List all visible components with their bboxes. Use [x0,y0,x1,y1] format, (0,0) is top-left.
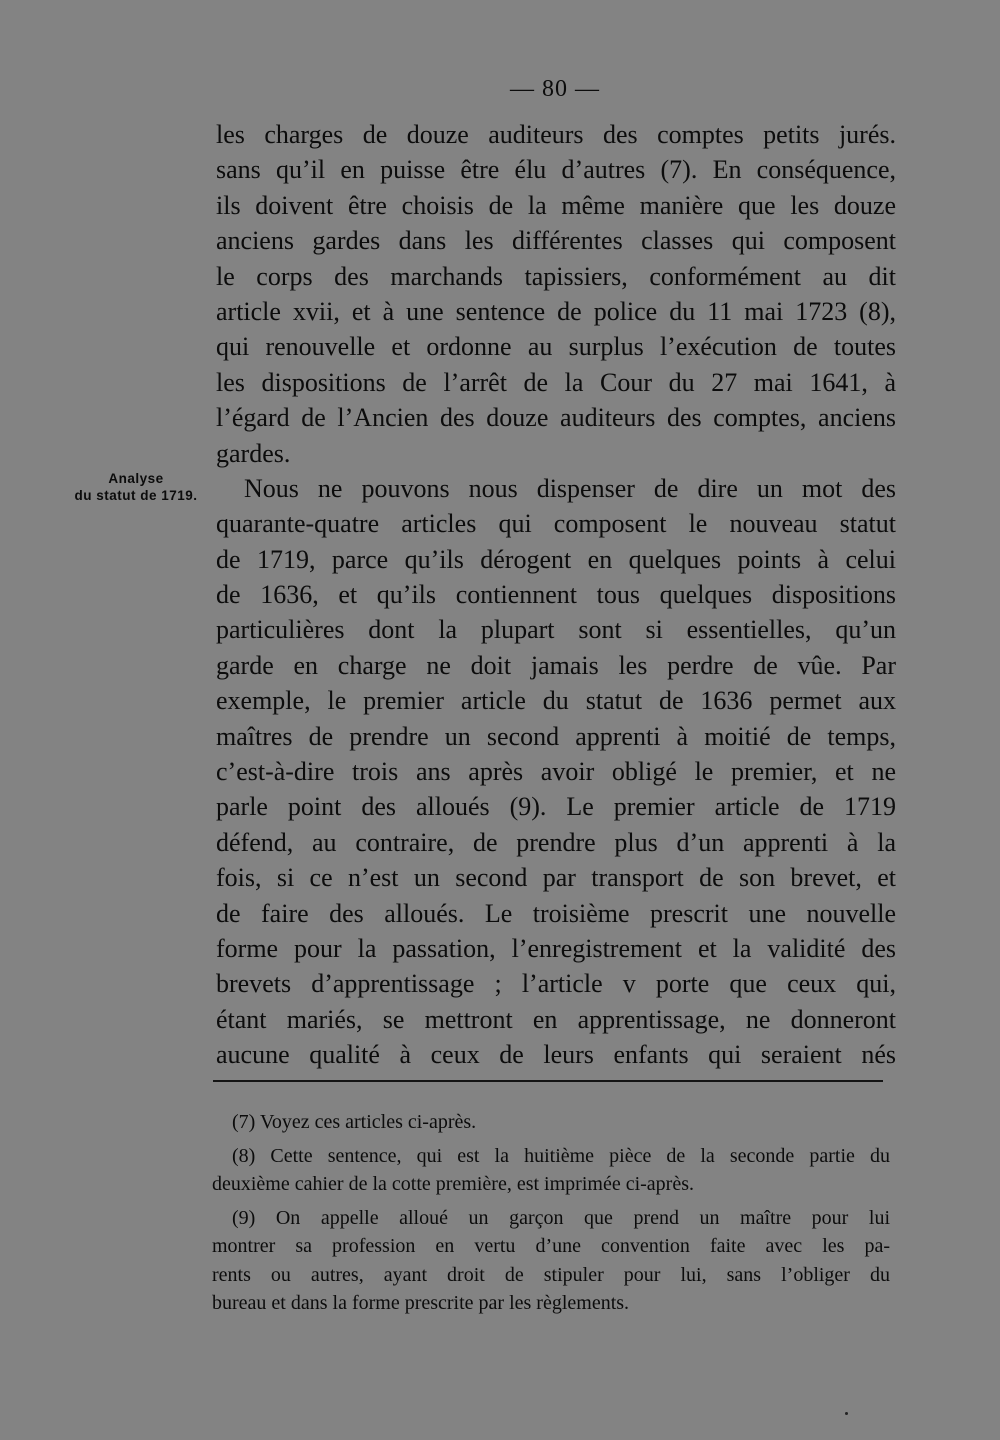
text-line: particulières dont la plupart sont si essentielles, qu’un [216,615,896,645]
text-line: qui renouvelle et ordonne au surplus l’exécution de toutes [216,332,896,362]
text-line: l’égard de l’Ancien des douze auditeurs des comptes, anciens [216,403,896,433]
footnote-line: deuxième cahier de la cotte première, est imprimée ci-après. [212,1173,694,1195]
margin-note-line: du statut de 1719. [74,488,198,503]
footnote-line: montrer sa profession en vertu d’une convention faite avec les pa- [212,1235,890,1257]
text-line: c’est-à-dire trois ans après avoir obligé le premier, et ne [216,757,896,787]
text-line: de faire des alloués. Le troisième prescrit une nouvelle [216,898,896,928]
text-line: exemple, le premier article du statut de 1636 permet aux [216,686,896,716]
speck [845,1412,848,1415]
text-line: garde en charge ne doit jamais les perdre de vûe. Par [216,650,896,680]
text-line: quarante-quatre articles qui composent le nouveau statut [216,509,896,539]
text-line: article xvii, et à une sentence de police du 11 mai 1723 (8), [216,296,896,326]
text-line: fois, si ce n’est un second par transport de son brevet, et [216,863,896,893]
footnotes [212,1108,890,1318]
text-line: de 1719, parce qu’ils dérogent en quelques points à celui [216,544,896,574]
footnote-line: bureau et dans la forme prescrite par les règlements. [212,1292,630,1314]
margin-note-line: Analyse [108,471,164,486]
text-line: anciens gardes dans les différentes classes qui composent [216,226,896,256]
text-line: brevets d’apprentissage ; l’article v porte que ceux qui, [216,969,896,999]
margin-note [48,470,224,504]
footnote-line: (8) Cette sentence, qui est la huitième pièce de la seconde partie du [232,1144,890,1167]
footnote-line: (7) Voyez ces articles ci-après. [232,1111,477,1133]
text-line: maîtres de prendre un second apprenti à moitié de temps, [216,721,896,751]
footnote-8 [212,1142,890,1199]
text-line: sans qu’il en puisse être élu d’autres (7). En conséquence, [216,155,896,185]
text-line: les charges de douze auditeurs des comptes petits jurés. [216,120,896,149]
text-line: forme pour la passation, l’enregistrement et la validité des [216,933,896,963]
text-line: parle point des alloués (9). Le premier article de 1719 [216,792,896,822]
text-line: aucune qualité à ceux de leurs enfants qui seraient nés [216,1040,896,1070]
text-line: ils doivent être choisis de la même manière que les douze [216,190,896,220]
body-text [216,117,896,1073]
text-line: gardes. [216,438,291,468]
footnote-9 [212,1204,890,1318]
text-line: défend, au contraire, de prendre plus d’un apprenti à la [216,827,896,857]
text-line: le corps des marchands tapissiers, conformément au dit [216,261,896,291]
page-number: — 80 — [510,76,600,102]
text-line: les dispositions de l’arrêt de la Cour du 27 mai 1641, à [216,367,896,397]
footnote-divider [213,1080,883,1082]
footnote-7 [212,1108,890,1137]
text-line: de 1636, et qu’ils contiennent tous quelques dispositions [216,580,896,610]
footnote-line: (9) On appelle alloué un garçon que prend un maître pour lui [232,1206,890,1229]
text-line: Nous ne pouvons nous dispenser de dire un mot des [244,473,896,503]
text-line: étant mariés, se mettront en apprentissage, ne donneront [216,1004,896,1034]
footnote-line: rents ou autres, ayant droit de stipuler pour lui, sans l’obliger du [212,1263,890,1286]
